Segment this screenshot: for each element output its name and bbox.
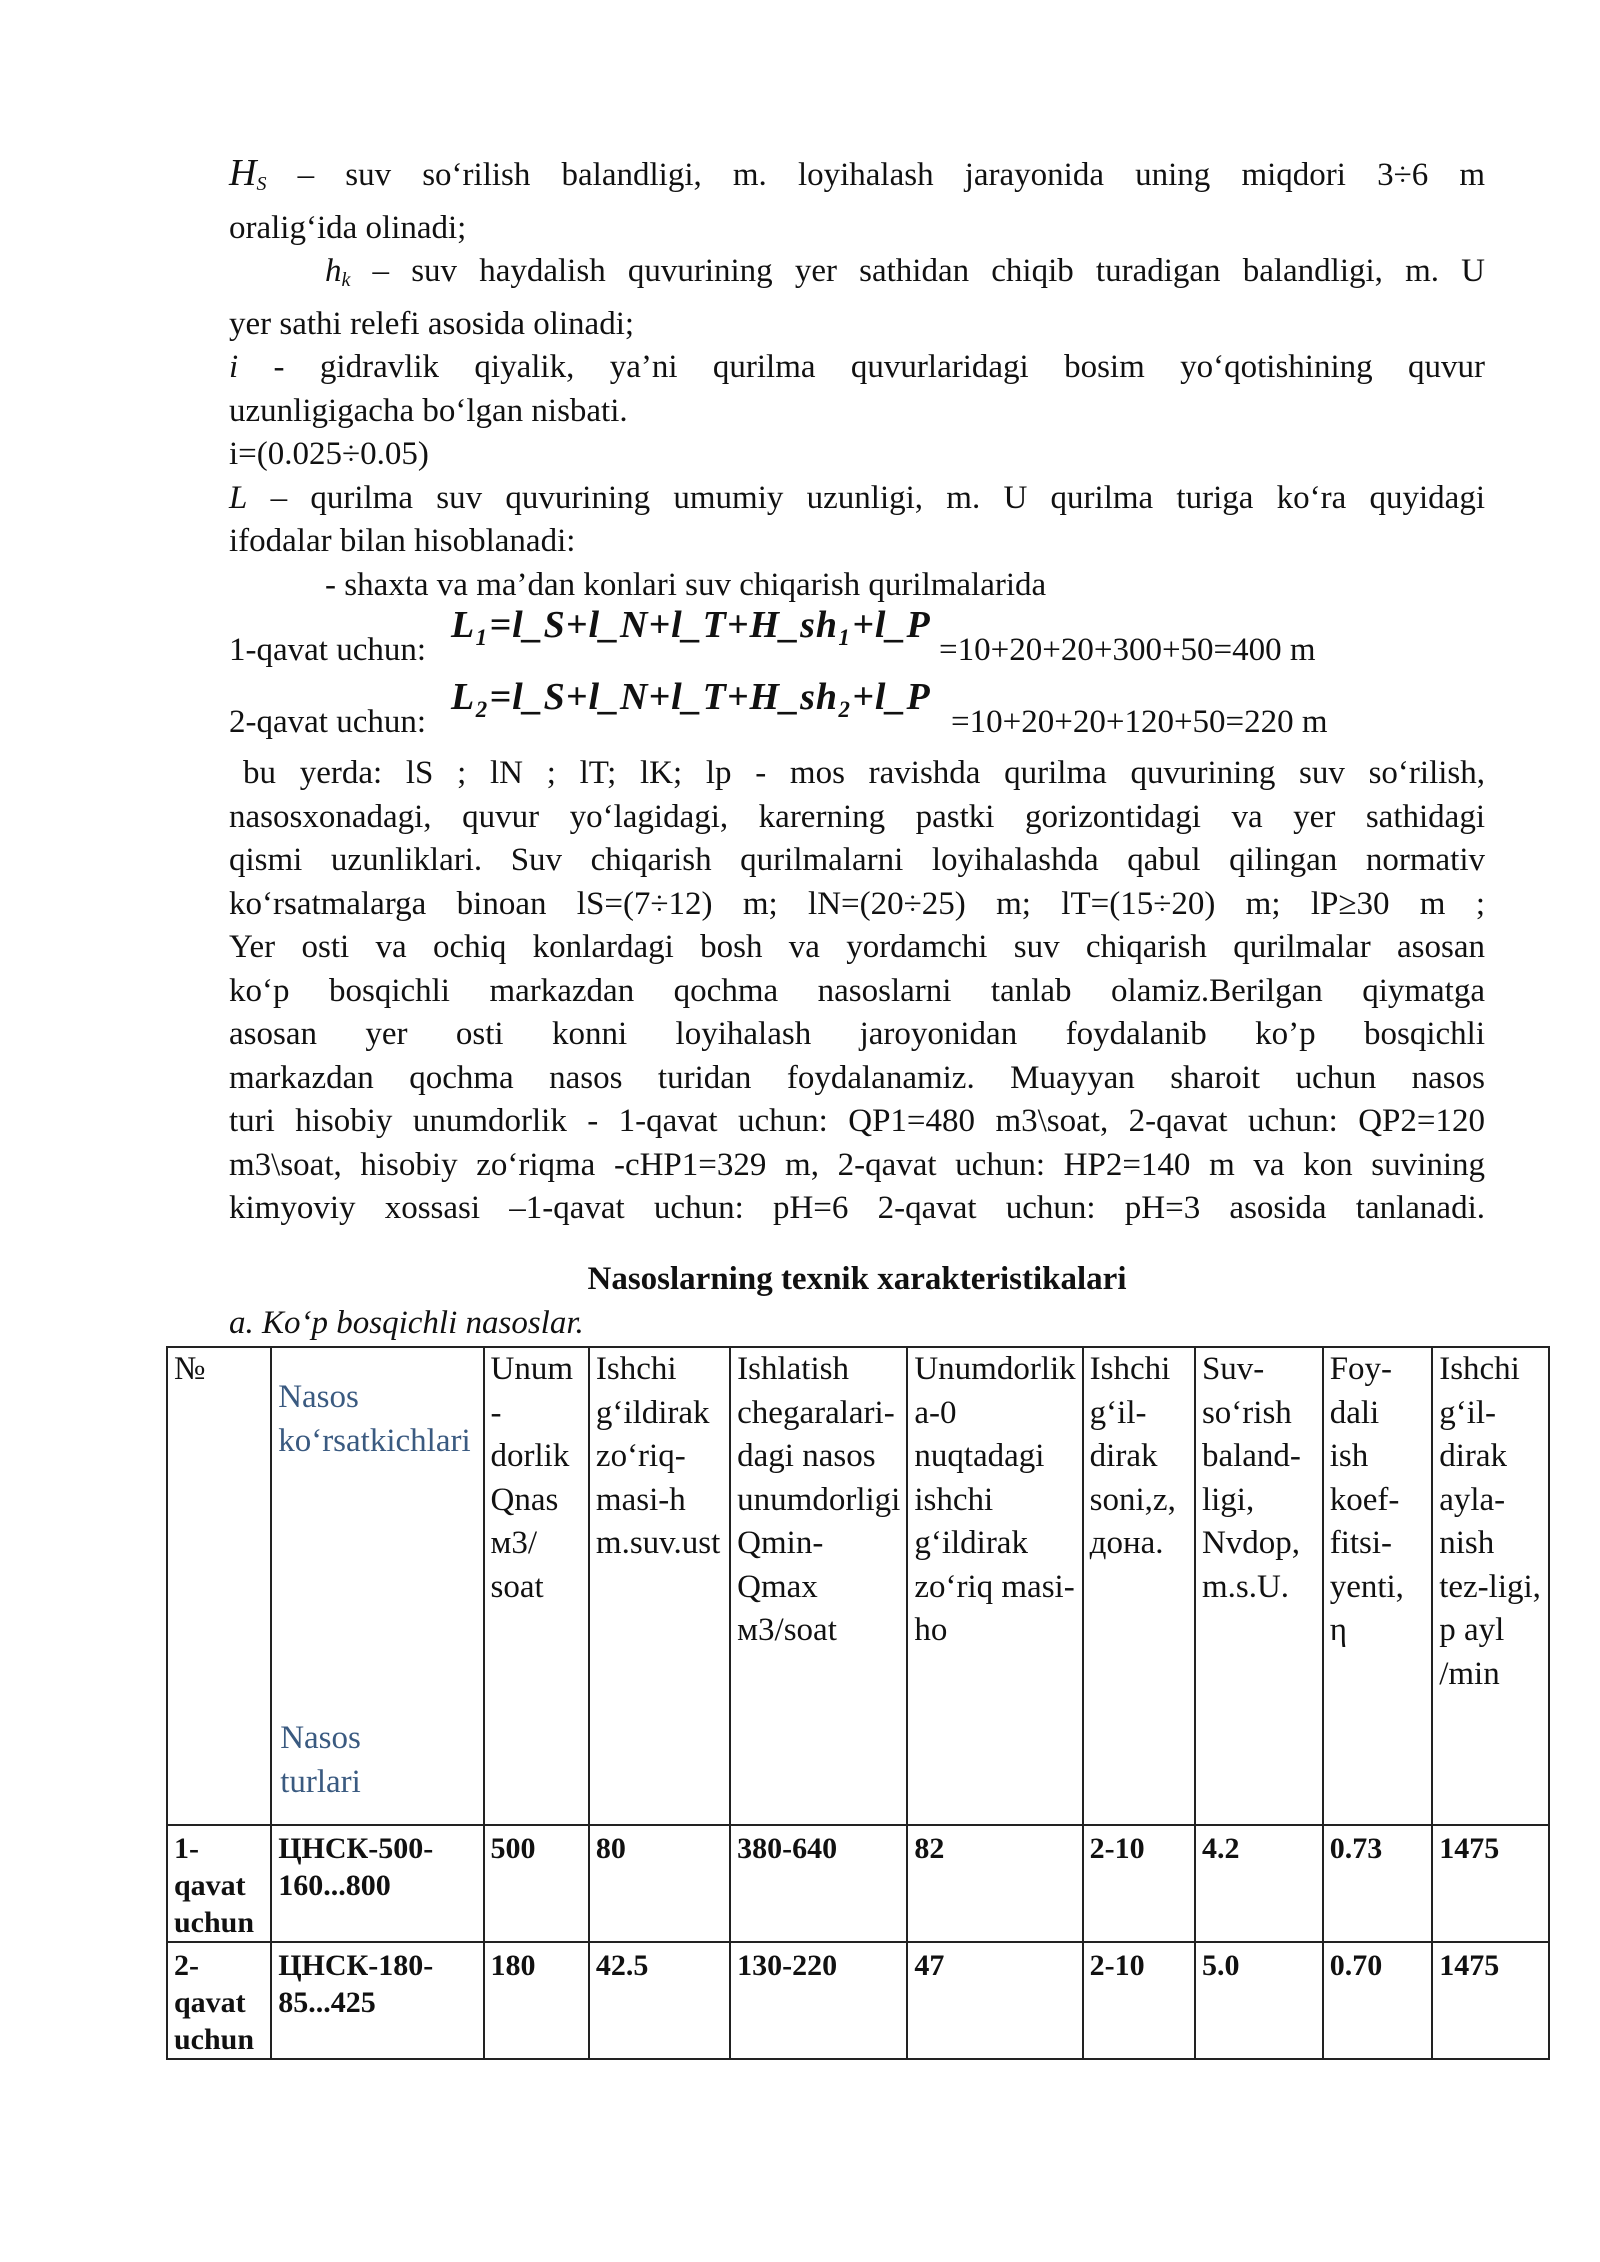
para2-line2: ko‘p bosqichli markazdan qochma nasoslarni tanlab olamiz.Berilgan qiymatga	[229, 972, 1485, 1009]
table-cell: 380-640	[730, 1825, 907, 1942]
hs-subscript: S	[256, 173, 267, 195]
table-cell: 180	[484, 1942, 589, 2059]
para2-line1: Yer osti va ochiq konlardagi bosh va yordamchi suv chiqarish qurilmalar asosan	[229, 929, 1485, 965]
header-indicator	[271, 1347, 483, 1825]
header-number: №	[167, 1347, 271, 1825]
formula-2	[229, 672, 1485, 744]
hk-text: – suv haydalish quvurining yer sathidan chiqib turadigan balandligi, m. U	[350, 253, 1485, 289]
shaxta-line: - shaxta va ma’dan konlari suv chiqarish qurilmalarida	[325, 566, 1047, 603]
formula-2-label: 2-qavat uchun:	[229, 704, 427, 740]
formula-2-result: =10+20+20+120+50=220 m	[951, 704, 1328, 740]
i-value: i=(0.025÷0.05)	[229, 436, 429, 472]
L-symbol: L	[229, 479, 248, 516]
header-col: Suv- so‘rish baland- ligi, Nvdop, m.s.U.	[1195, 1347, 1323, 1825]
para2-line3: asosan yer osti konni loyihalash jaroyonidan foydalanib ko’p bosqichli	[229, 1016, 1485, 1052]
pump-characteristics-table	[166, 1346, 1550, 2060]
row-pump-type: ЦНСК-500-160...800	[271, 1825, 483, 1942]
table-cell: 4.2	[1195, 1825, 1323, 1942]
row-pump-type: ЦНСК-180-85...425	[271, 1942, 483, 2059]
definitions-block	[229, 152, 1485, 607]
para2-line4: markazdan qochma nasos turidan foydalanamiz. Muayyan sharoit uchun nasos	[229, 1059, 1485, 1096]
para1-line1: bu yerda: lS ; lN ; lT; lK; lp - mos ravishda qurilma quvurining suv so‘rilish,	[243, 755, 1485, 791]
table-cell: 1475	[1432, 1942, 1549, 2059]
formula-2-expr	[451, 672, 931, 720]
table-cell: 42.5	[589, 1942, 730, 2059]
header-col: Unumdorlik a-0 nuqtadagi ishchi g‘ildirak zo‘riq masi- ho	[907, 1347, 1082, 1825]
subsection-title: a. Ko‘p bosqichli nasoslar.	[229, 1305, 584, 1341]
formula-1-label: 1-qavat uchun:	[229, 632, 427, 668]
hs-definition	[229, 152, 1485, 207]
L-text: – qurilma suv quvurining umumiy uzunligi, m. U qurilma turiga ko‘ra quyidagi	[247, 479, 1485, 516]
row-floor: 2-qavat uchun	[167, 1942, 271, 2059]
section-title: Nasoslarning texnik xarakteristikalari	[587, 1261, 1127, 1297]
table-cell: 5.0	[1195, 1942, 1323, 2059]
i-text: - gidravlik qiyalik, ya’ni qurilma quvurlaridagi bosim yo‘qotishining quvur	[238, 349, 1485, 385]
header-indicator-bottom: Nasos turlari	[280, 1720, 361, 1800]
header-col: Ishchi g‘il- dirak soni,z, дона.	[1083, 1347, 1195, 1825]
hk-symbol: h	[325, 253, 342, 289]
table-cell: 2-10	[1083, 1942, 1195, 2059]
formula-1-expr	[451, 600, 931, 648]
hs-text: – suv so‘rilish balandligi, m. loyihalash jarayonida uning miqdori 3÷6 m	[266, 157, 1485, 193]
table-row	[167, 1825, 1549, 1942]
hs-text-cont: oralig‘ida olinadi;	[229, 209, 467, 246]
table-cell: 0.70	[1323, 1942, 1433, 2059]
table-cell: 500	[484, 1825, 589, 1942]
i-symbol: i	[229, 349, 239, 385]
formula-2-expr-text: L₂=l_S+l_N+l_T+H_sh₂+l_P	[451, 676, 931, 718]
L-definition	[229, 477, 1485, 521]
table-cell: 0.73	[1323, 1825, 1433, 1942]
i-text-cont: uzunligigacha bo‘lgan nisbati.	[229, 392, 628, 429]
header-indicator-top: Nasos ko‘rsatkichlari	[278, 1379, 471, 1459]
i-definition	[229, 346, 1485, 390]
para2-line6: m3\soat, hisobiy zo‘riqma -cHP1=329 m, 2-qavat uchun: HP2=140 m va kon suvining	[229, 1146, 1485, 1183]
table-cell: 80	[589, 1825, 730, 1942]
hk-definition	[229, 250, 1485, 303]
para1-line4: ko‘rsatmalarga binoan lS=(7÷12) m; lN=(20÷25) m; lT=(15÷20) m; lP≥30 m ;	[229, 885, 1485, 922]
table-cell: 2-10	[1083, 1825, 1195, 1942]
header-col: Foy- dali ish koef- fitsi- yenti, η	[1323, 1347, 1433, 1825]
header-col: Ishlatish chegaralari- dagi nasos unumdorligi Qmin- Qmax м3/soat	[730, 1347, 907, 1825]
formula-1-result: =10+20+20+300+50=400 m	[939, 632, 1316, 668]
para2-line5: turi hisobiy unumdorlik - 1-qavat uchun: QP1=480 m3\soat, 2-qavat uchun: QP2=120	[229, 1103, 1485, 1139]
para2-line7: kimyoviy xossasi –1-qavat uchun: pH=6 2-qavat uchun: pH=3 asosida tanlanadi.	[229, 1190, 1485, 1226]
table-cell: 1475	[1432, 1825, 1549, 1942]
hk-text-cont: yer sathi relefi asosida olinadi;	[229, 305, 635, 342]
formula-1-expr-text: L₁=l_S+l_N+l_T+H_sh₁+l_P	[451, 604, 931, 646]
table-header-row	[167, 1347, 1549, 1825]
table-cell: 130-220	[730, 1942, 907, 2059]
header-col: Ishchi g‘il- dirak ayla- nish tez-ligi, p ayl /min	[1432, 1347, 1549, 1825]
row-floor: 1-qavat uchun	[167, 1825, 271, 1942]
formula-1	[229, 600, 1485, 672]
header-col: Ishchi g‘ildirak zo‘riq- masi-h m.suv.ust	[589, 1347, 730, 1825]
L-text-cont: ifodalar bilan hisoblanadi:	[229, 523, 576, 559]
header-col: Unum - dorlik Qnas м3/ soat	[484, 1347, 589, 1825]
body-block	[229, 752, 1485, 1231]
hk-subscript: k	[341, 269, 351, 291]
para1-line3: qismi uzunliklari. Suv chiqarish qurilmalarni loyihalashda qabul qilingan normativ	[229, 842, 1485, 878]
hs-symbol: H	[229, 152, 257, 194]
table-cell: 82	[907, 1825, 1082, 1942]
table-cell: 47	[907, 1942, 1082, 2059]
table-row	[167, 1942, 1549, 2059]
para1-line2: nasosxonadagi, quvur yo‘lagidagi, karerning pastki gorizontidagi va yer sathidagi	[229, 798, 1485, 835]
